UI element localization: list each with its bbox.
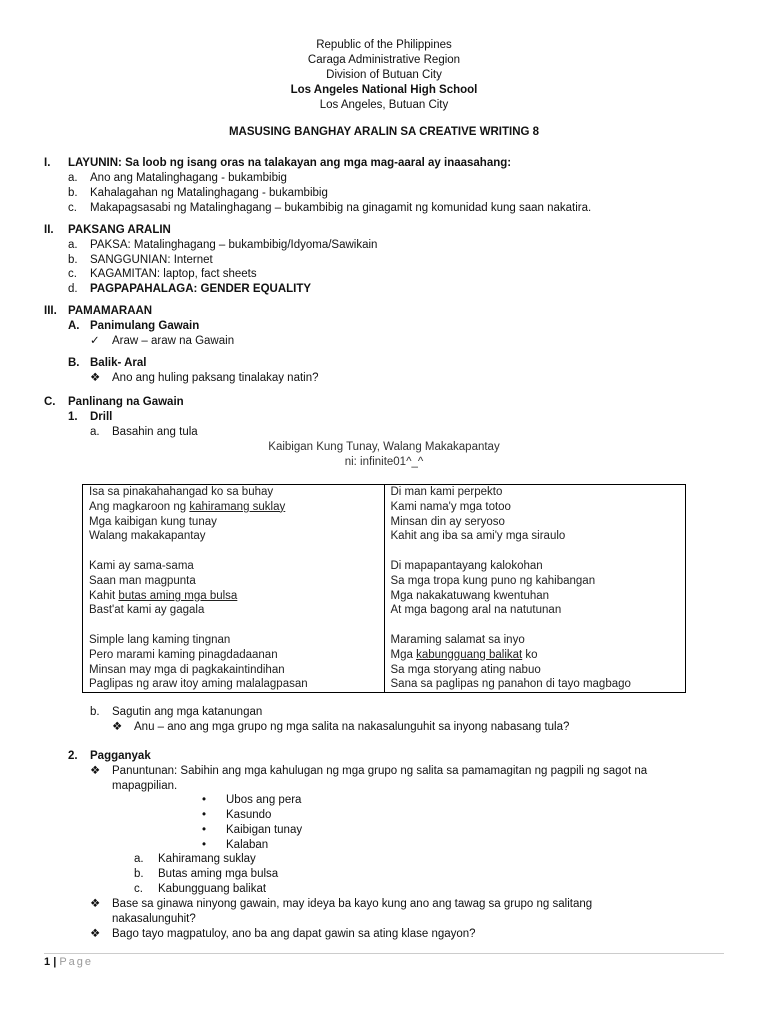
list-item: PAKSA: Matalinghagang – bukambibig/Idyoma/Sawikain	[90, 239, 378, 251]
section-heading: PAKSANG ARALIN	[68, 224, 171, 236]
poem-line: Pero marami kaming pinagdadaanan	[89, 648, 278, 661]
instruction-text: mapagpilian.	[112, 780, 178, 792]
poem-line: Di man kami perpekto	[390, 486, 503, 498]
option-item: Kabungguang balikat	[158, 883, 267, 895]
poem-line: Bast'at kami ay gagala	[89, 604, 205, 617]
poem-line: Simple lang kaming tingnan	[89, 633, 231, 646]
list-item: PAGPAPAHALAGA: GENDER EQUALITY	[90, 283, 312, 295]
list-marker: b.	[134, 868, 144, 880]
poem-line: Kahit butas aming mga bulsa	[89, 589, 238, 602]
footer-separator: |	[53, 956, 57, 968]
poem-author: ni: infinite01^_^	[344, 456, 424, 468]
section-heading: PAMAMARAAN	[68, 305, 153, 317]
poem-line: Kahit ang iba sa ami'y mga siraulo	[390, 530, 566, 543]
poem-line: Saan man magpunta	[89, 574, 196, 587]
list-item: KAGAMITAN: laptop, fact sheets	[90, 268, 257, 280]
choice-item: Kalaban	[226, 839, 269, 851]
list-item: Araw – araw na Gawain	[112, 335, 235, 347]
poem-line: Mga kaibigan kung tunay	[89, 515, 217, 528]
question-text: Base sa ginawa ninyong gawain, may ideya ba kayo kung ano ang tawag sa grupo ng salitang	[112, 898, 593, 910]
subsection-heading: Sagutin ang mga katanungan	[112, 706, 263, 718]
list-marker: 1.	[68, 411, 78, 423]
bullet-icon: •	[202, 809, 207, 821]
poem-line: At mga bagong aral na natutunan	[390, 604, 562, 617]
instruction-text: Panuntunan: Sabihin ang mga kahulugan ng mga grupo ng salita sa pamamagitan ng pagpili ng sagot na	[112, 765, 648, 777]
list-marker: A.	[68, 320, 80, 332]
poem-line: Kami ay sama-sama	[89, 559, 194, 572]
diamond-bullet-icon: ❖	[90, 372, 101, 384]
list-marker: a.	[68, 239, 78, 251]
poem-line: Ang magkaroon ng kahiramang suklay	[89, 500, 286, 513]
list-item: Ano ang Matalinghagang - bukambibig	[90, 172, 287, 184]
school-name: Los Angeles National High School	[290, 84, 478, 96]
poem-column-left	[83, 485, 385, 693]
underlined-phrase: butas aming mga bulsa	[118, 589, 238, 602]
section-number: I.	[44, 157, 51, 169]
letterhead	[0, 38, 768, 113]
diamond-bullet-icon: ❖	[112, 721, 123, 733]
option-item: Butas aming mga bulsa	[158, 868, 279, 880]
poem-line: Sa mga storyang ating nabuo	[390, 663, 541, 676]
list-marker: c.	[134, 883, 143, 895]
subsection-heading: Drill	[90, 411, 113, 423]
list-item: Basahin ang tula	[112, 426, 198, 438]
question-text: Bago tayo magpatuloy, ano ba ang dapat gawin sa ating klase ngayon?	[112, 928, 476, 940]
page-label: Page	[59, 956, 94, 968]
section-number: II.	[44, 224, 54, 236]
list-item: SANGGUNIAN: Internet	[90, 254, 213, 266]
poem-line: Sana sa paglipas ng panahon di tayo magbago	[390, 678, 631, 691]
poem-line: Mga nakakatuwang kwentuhan	[390, 589, 550, 602]
subsection-heading: Balik- Aral	[90, 357, 147, 369]
underlined-phrase: kabungguang balikat	[416, 648, 523, 661]
header-line: Republic of the Philippines	[316, 39, 452, 51]
poem-line: Kami nama'y mga totoo	[390, 500, 511, 513]
list-item: Kahalagahan ng Matalinghagang - bukambibig	[90, 187, 328, 199]
list-marker: b.	[68, 187, 78, 199]
list-item: Anu – ano ang mga grupo ng mga salita na nakasalunguhit sa inyong nabasang tula?	[134, 721, 570, 733]
list-marker: d.	[68, 283, 78, 295]
underlined-phrase: kahiramang suklay	[189, 500, 286, 513]
poem-table	[82, 484, 686, 693]
list-marker: b.	[90, 706, 100, 718]
list-marker: a.	[68, 172, 78, 184]
choice-item: Kaibigan tunay	[226, 824, 303, 836]
poem-line: Maraming salamat sa inyo	[390, 633, 525, 646]
diamond-bullet-icon: ❖	[90, 765, 101, 777]
poem-line: Isa sa pinakahahangad ko sa buhay	[89, 486, 274, 498]
diamond-bullet-icon: ❖	[90, 928, 101, 940]
choice-item: Ubos ang pera	[226, 794, 302, 806]
list-item: Makapagsasabi ng Matalinghagang – bukambibig na ginagamit ng komunidad kung saan nakatira.	[90, 202, 592, 214]
document-title: MASUSING BANGHAY ARALIN SA CREATIVE WRITING 8	[228, 126, 540, 138]
header-line: Division of Butuan City	[326, 69, 442, 81]
list-marker: a.	[134, 853, 144, 865]
choice-item: Kasundo	[226, 809, 272, 821]
header-line: Caraga Administrative Region	[307, 54, 461, 66]
subsection-heading: Pagganyak	[90, 750, 151, 762]
section-number: III.	[44, 305, 57, 317]
page-number: 1	[44, 956, 51, 968]
section-heading: LAYUNIN: Sa loob ng isang oras na talakayan ang mga mag-aaral ay inaasahang:	[68, 157, 512, 169]
header-line: Los Angeles, Butuan City	[319, 99, 449, 111]
poem-title: Kaibigan Kung Tunay, Walang Makakapantay	[268, 441, 500, 453]
list-marker: B.	[68, 357, 80, 369]
checkmark-icon: ✓	[90, 335, 100, 347]
poem-line: Walang makakapantay	[89, 530, 206, 543]
poem-line: Sa mga tropa kung puno ng kahibangan	[390, 574, 596, 587]
bullet-icon: •	[202, 839, 207, 851]
poem-line: Minsan may mga di pagkakaintindihan	[89, 663, 285, 676]
list-marker: a.	[90, 426, 100, 438]
poem-line: Di mapapantayang kalokohan	[390, 559, 543, 572]
list-marker: C.	[44, 396, 56, 408]
poem-column-right	[384, 485, 686, 693]
option-item: Kahiramang suklay	[158, 853, 256, 865]
list-item: Ano ang huling paksang tinalakay natin?	[112, 372, 319, 384]
list-marker: b.	[68, 254, 78, 266]
page-footer	[44, 956, 93, 968]
footer-divider	[44, 953, 724, 954]
list-marker: c.	[68, 268, 77, 280]
poem-line: Mga kabungguang balikat ko	[390, 648, 538, 661]
poem-line: Paglipas ng araw itoy aming malalagpasan	[89, 678, 308, 691]
poem-line: Minsan din ay seryoso	[390, 515, 505, 528]
list-marker: c.	[68, 202, 77, 214]
subsection-heading: Panimulang Gawain	[90, 320, 200, 332]
bullet-icon: •	[202, 794, 207, 806]
bullet-icon: •	[202, 824, 207, 836]
list-marker: 2.	[68, 750, 78, 762]
question-text: nakasalunguhit?	[112, 913, 196, 925]
subsection-heading: Panlinang na Gawain	[68, 396, 184, 408]
diamond-bullet-icon: ❖	[90, 898, 101, 910]
